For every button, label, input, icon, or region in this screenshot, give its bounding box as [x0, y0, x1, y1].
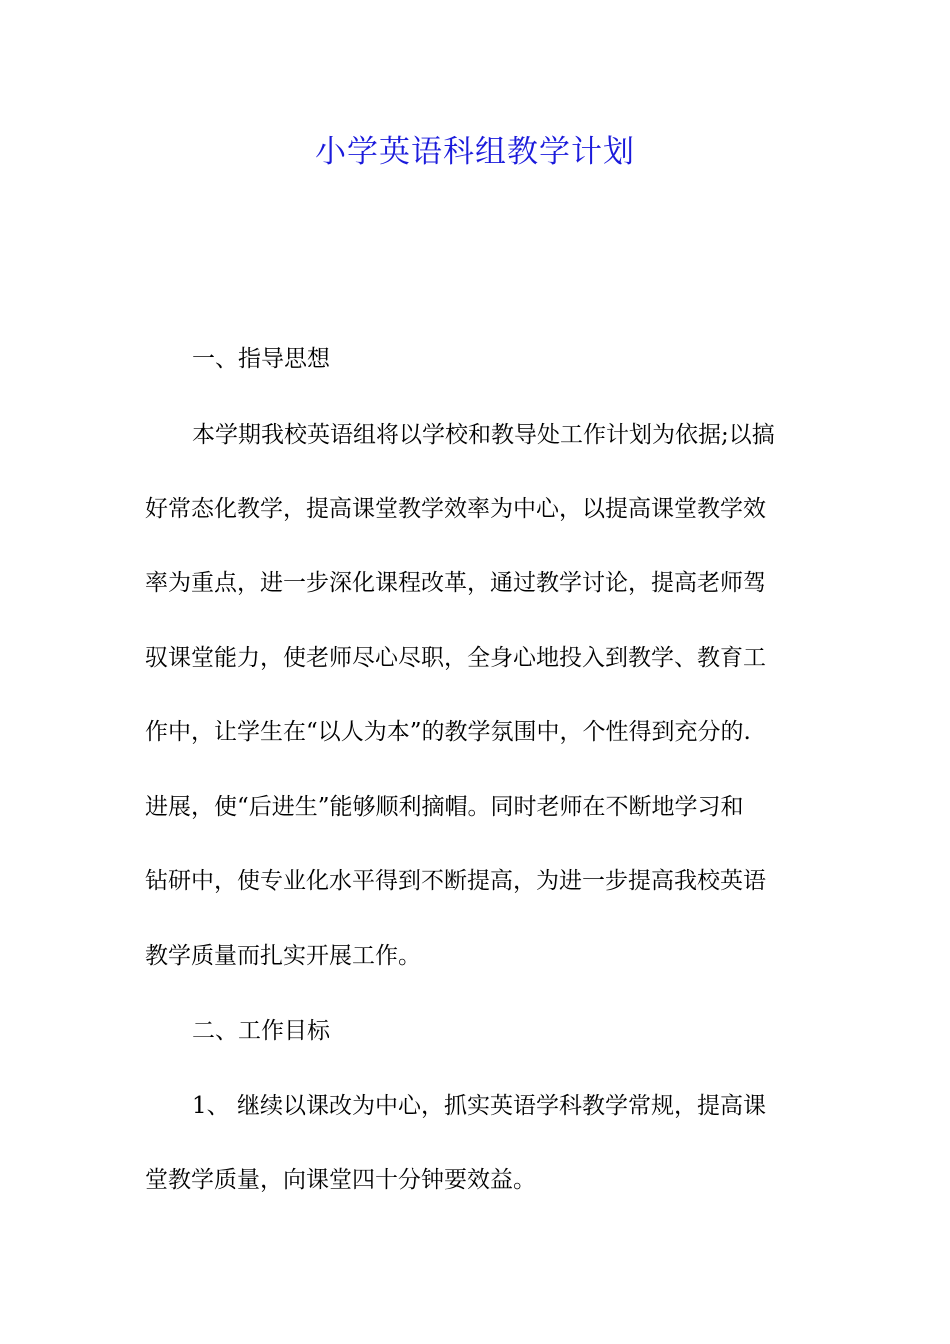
paragraph-line: 教学质量而扎实开展工作。 — [145, 943, 421, 969]
paragraph-line: 驭课堂能力，使老师尽心尽职，全身心地投入到教学、教育工 — [145, 645, 766, 671]
paragraph-line: 本学期我校英语组将以学校和教导处工作计划为依据;以搞 — [192, 422, 775, 448]
paragraph-line: 率为重点，进一步深化课程改革，通过教学讨论，提高老师驾 — [145, 570, 766, 596]
document-title: 小学英语科组教学计划 — [315, 134, 635, 170]
list-item-line: 1、 继续以课改为中心，抓实英语学科教学常规，提高课 — [192, 1093, 766, 1119]
paragraph-line: 好常态化教学，提高课堂教学效率为中心，以提高课堂教学效 — [145, 496, 766, 522]
paragraph-line: 进展，使“后进生”能够顺利摘帽。同时老师在不断地学习和 — [145, 794, 744, 820]
section-heading-work-goals: 二、工作目标 — [192, 1018, 330, 1044]
paragraph-line: 钻研中，使专业化水平得到不断提高，为进一步提高我校英语 — [145, 868, 766, 894]
paragraph-line: 作中，让学生在“以人为本”的教学氛围中，个性得到充分的. — [145, 719, 751, 745]
list-item-line: 堂教学质量，向课堂四十分钟要效益。 — [145, 1167, 536, 1193]
section-heading-guiding-ideology: 一、指导思想 — [192, 346, 330, 372]
